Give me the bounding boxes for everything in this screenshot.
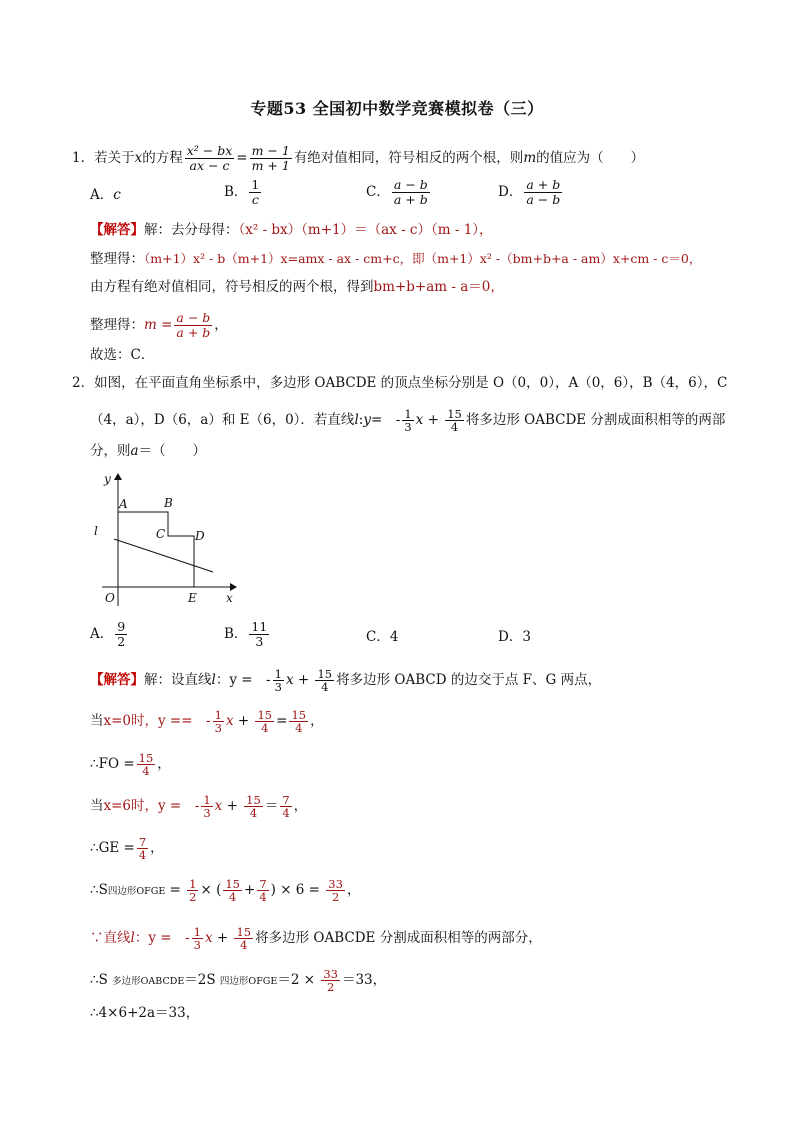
label-y: y [104, 472, 111, 486]
q2-answer-line-8: ∴S 多边形OABCDE＝2S 四边形OFGE＝2 × $\frac{33}{2}$ ＝33， [90, 967, 387, 994]
coordinate-figure [82, 468, 252, 618]
line-l [114, 539, 213, 572]
q2-stem-line-1: 2．如图，在平面直角坐标系中，多边形 OABCDE 的顶点坐标分别是 O（0，0），A（0，6），B（4，6），C [72, 375, 728, 391]
q1-answer-line-4: 整理得：m = $\frac{a - b}{a + b}$ ， [90, 310, 228, 340]
label-l: l [94, 524, 98, 538]
q1-answer-line-1: 【解答】解：去分母得：（x² - bx）（m+1）＝（ax - c）（m - 1）， [90, 222, 493, 238]
q1-option-d: D． $\frac{a + b}{a - b}$ [498, 177, 561, 207]
label-D: D [195, 529, 205, 543]
q1-stem: 1．若关于x的方程 $\frac{\text{x² − bx}}{ax - c}$ = $\frac{m - 1}{m + 1}$ 有绝对值相同，符号相反的两个根，则m的值应为（ ） [72, 143, 645, 173]
label-O: O [105, 591, 115, 605]
q2-option-b: B． $\frac{11}{3}$ [224, 619, 268, 649]
q1-option-c: C． $\frac{a - b}{a + b}$ [366, 177, 428, 207]
q1-option-a: A．c [90, 187, 121, 203]
q2-answer-line-6: ∴S四边形OFGE = $\frac{1}{2}$ × ( $\frac{15}{4}$ + $\frac{7}{4}$ ) × 6 = $\frac{33}{2}$ ， [90, 877, 361, 904]
polygon-oabcde [118, 512, 194, 587]
label-B: B [164, 496, 173, 510]
q2-stem-line-2: （4，a），D（6，a）和 E（6，0）．若直线l:y= - $\frac{1}{3}$ x + $\frac{15}{4}$ 将多边形 OABCDE 分割成面积相等的两部 [90, 407, 726, 434]
polygon-diagram [82, 468, 252, 618]
q1-answer-line-2: 整理得：（m+1）x² - b（m+1）x=amx - ax - cm+c，即（m+1）x² -（bm+b+a - am）x+cm - c＝0， [90, 251, 702, 267]
q1-rhs-fraction: $\frac{m - 1}{m + 1}$ [251, 143, 290, 173]
q1-answer-line-5: 故选：C． [90, 347, 155, 363]
q2-answer-line-4: 当x=6时，y = - $\frac{1}{3}$ x + $\frac{15}{4}$ ＝ $\frac{7}{4}$ ， [90, 793, 308, 820]
q2-option-d: D．3 [498, 629, 531, 645]
q2-answer-line-7: ∵直线l：y = - $\frac{1}{3}$ x + $\frac{15}{4}$ 将多边形 OABCDE 分割成面积相等的两部分， [90, 925, 542, 952]
label-A: A [119, 497, 128, 511]
q1-lhs-fraction: $\frac{\text{x² − bx}}{ax - c}$ [186, 143, 233, 173]
q2-answer-line-5: ∴GE = $\frac{7}{4}$ ， [90, 835, 164, 862]
q2-answer-line-2: 当x=0时，y == - $\frac{1}{3}$ x + $\frac{15}{4}$ = $\frac{15}{4}$ ， [90, 708, 324, 735]
page-title: 专题53 全国初中数学竞赛模拟卷（三） [250, 99, 544, 118]
q2-option-c: C．4 [366, 629, 399, 645]
q1-option-b: B． $\frac{1}{c}$ [224, 177, 260, 207]
q2-answer-line-1: 【解答】解：设直线l：y = - $\frac{1}{3}$ x + $\frac{15}{4}$ 将多边形 OABCD 的边交于点 F、G 两点， [90, 667, 602, 694]
label-C: C [156, 527, 166, 541]
q2-stem-line-3: 分，则a＝（ ） [90, 443, 207, 459]
q2-answer-line-3: ∴FO = $\frac{15}{4}$ ， [90, 751, 171, 778]
q1-answer-line-3: 由方程有绝对值相同，符号相反的两个根，得到bm+b+am - a＝0， [90, 279, 504, 295]
label-E: E [188, 591, 197, 605]
q2-option-a: A． $\frac{9}{2}$ [90, 619, 126, 649]
q2-answer-line-9: ∴4×6+2a＝33， [90, 1005, 200, 1021]
label-x: x [226, 591, 233, 605]
